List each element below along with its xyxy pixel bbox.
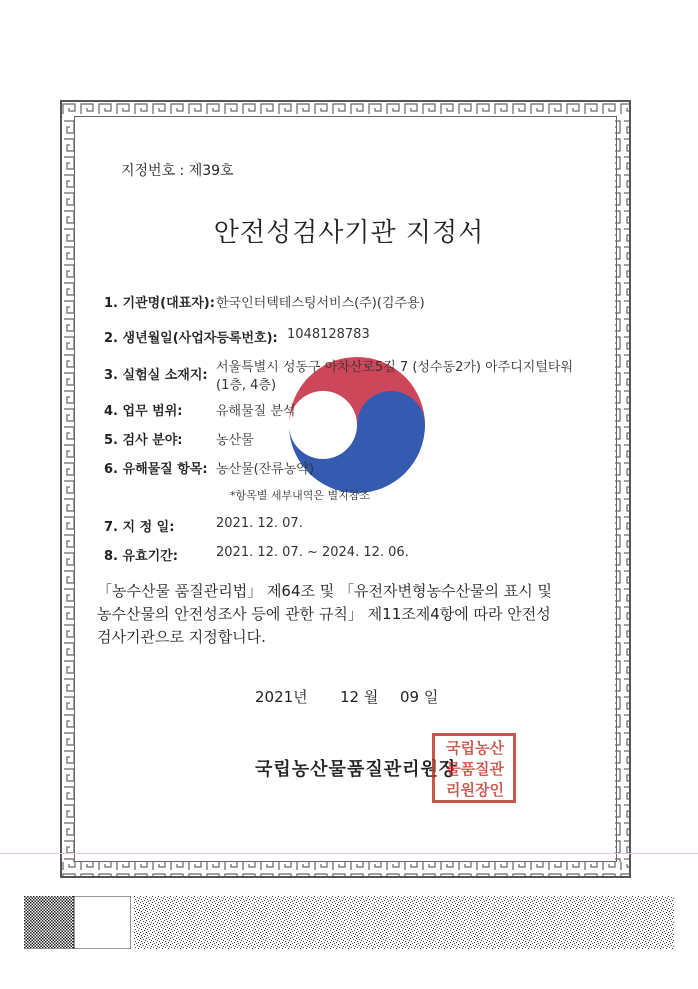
date-year: 2021년 <box>255 688 308 706</box>
item-value-line2: (1층, 4층) <box>216 378 277 393</box>
date-day: 09 일 <box>400 688 439 706</box>
item-label: 8. 유효기간: <box>104 549 178 564</box>
item-label: 6. 유해물질 항목: <box>104 462 208 477</box>
item-1 <box>104 292 215 311</box>
seal-line: 국립농산 <box>446 739 504 757</box>
item-value: 농산물(잔류농약) <box>216 462 315 477</box>
item-6 <box>104 458 208 477</box>
item-label: 4. 업무 범위: <box>104 404 183 419</box>
statement-line: 「농수산물 품질관리법」 제64조 및 「유전자변형농수산물의 표시 및 <box>97 582 552 600</box>
item-4 <box>104 400 182 419</box>
seal-line: 물품질관 <box>446 760 504 778</box>
scan-line <box>0 853 698 854</box>
official-seal <box>432 733 516 803</box>
item-label: 7. 지 정 일: <box>104 520 175 535</box>
statement-line: 검사기관으로 지정합니다. <box>97 628 266 646</box>
item-value: 농산물 <box>216 433 254 448</box>
date-month: 12 월 <box>340 688 379 706</box>
item-5 <box>104 429 182 448</box>
item-value: 2021. 12. 07. <box>216 516 303 531</box>
item-value: 한국인터텍테스팅서비스(주)(김주용) <box>216 296 425 311</box>
item-8 <box>104 545 178 564</box>
item-7 <box>104 516 174 535</box>
barcode-pattern-left <box>24 896 131 949</box>
item-value: 2021. 12. 07. ~ 2024. 12. 06. <box>216 545 409 560</box>
document-title: 안전성검사기관 지정서 <box>213 218 485 248</box>
issuer-name: 국립농산물품질관리원장 <box>255 759 458 780</box>
item-2 <box>104 327 278 346</box>
item-label: 1. 기관명(대표자): <box>104 296 215 311</box>
seal-line: 리원장인 <box>446 781 504 799</box>
note-text: *항목별 세부내역은 별지참조 <box>230 489 371 502</box>
item-label: 3. 실험실 소재지: <box>104 368 208 383</box>
barcode-pattern-right <box>134 896 674 949</box>
item-label: 5. 검사 분야: <box>104 433 183 448</box>
item-3 <box>104 364 208 383</box>
designation-number: 지정번호 : 제39호 <box>121 163 234 179</box>
statement-line: 농수산물의 안전성조사 등에 관한 규칙」 제11조제4항에 따라 안전성 <box>97 605 551 623</box>
item-value: 1048128783 <box>287 327 370 342</box>
statement-paragraph <box>97 580 607 649</box>
item-value: 유해물질 분석 <box>216 404 296 419</box>
item-value: 서울특별시 성동구 아차산로5길 7 (성수동2가) 아주디지털타워 <box>216 360 574 375</box>
item-label: 2. 생년월일(사업자등록번호): <box>104 331 278 346</box>
